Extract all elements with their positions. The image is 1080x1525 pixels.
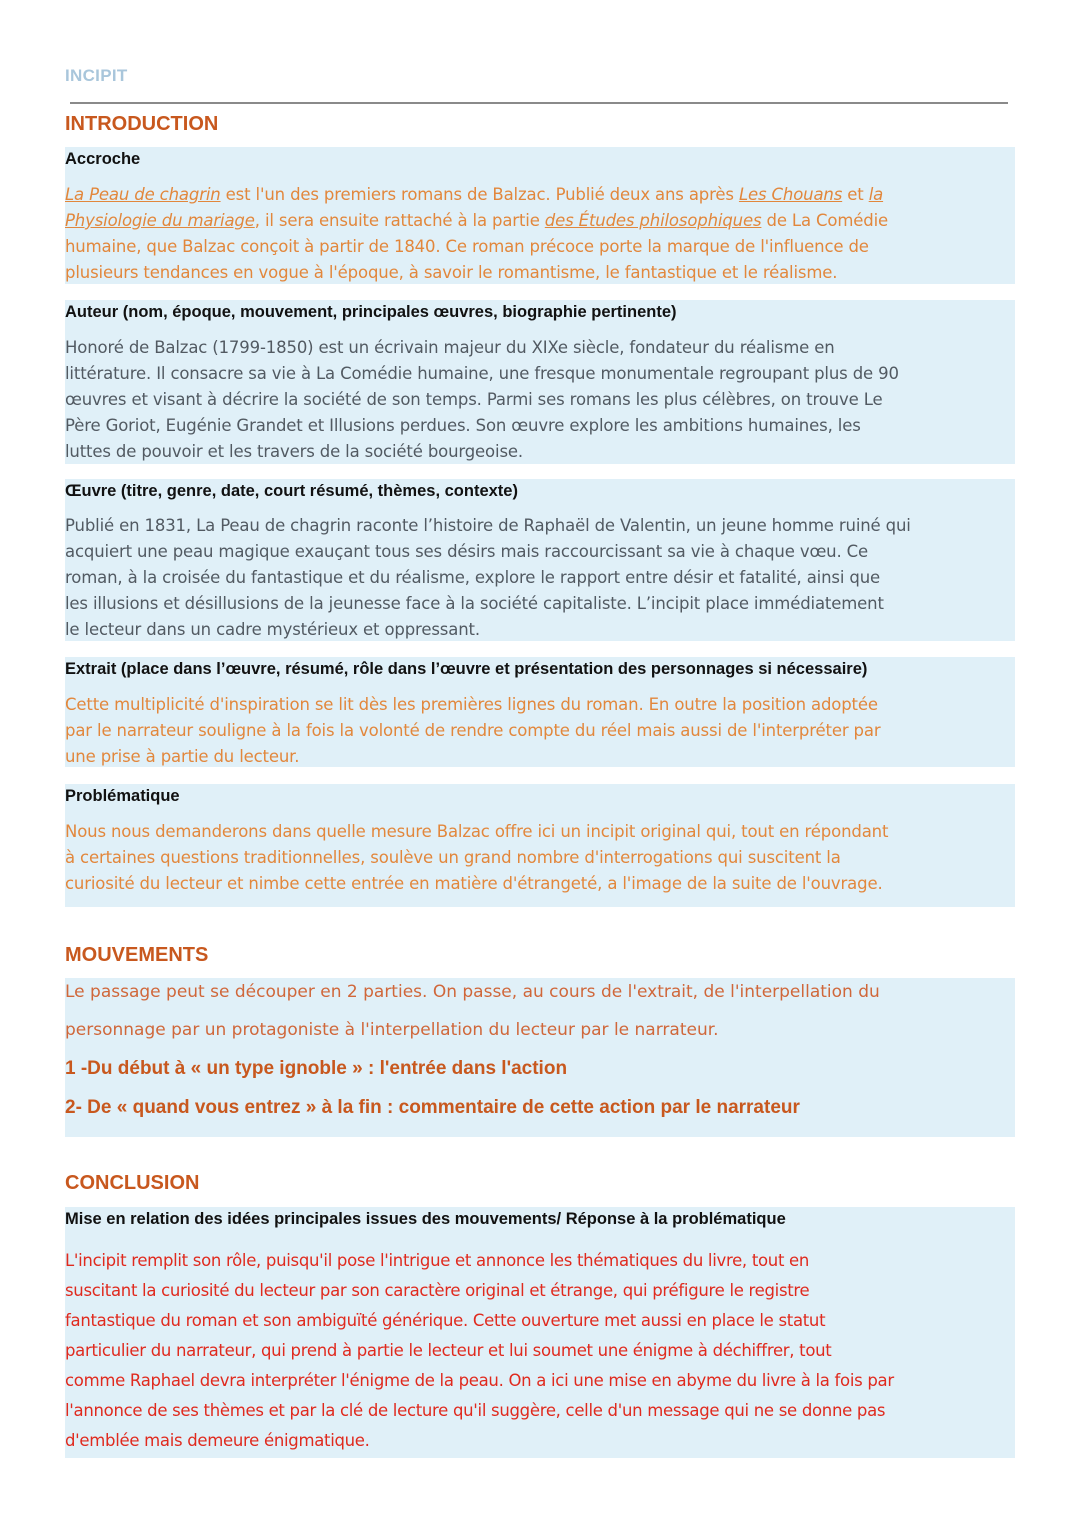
extrait-line: Cette multiplicité d'inspiration se lit dès les premières lignes du roman. En outre la position adoptée bbox=[65, 695, 878, 714]
link-les-chouans[interactable]: Les Chouans bbox=[738, 185, 843, 204]
problematique-text bbox=[65, 819, 1015, 897]
mouvement-part-1: 1 -Du début à « un type ignoble » : l'entrée dans l'action bbox=[65, 1058, 568, 1079]
conclusion-line: comme Raphael devra interpréter l'énigme de la peau. On a ici une mise en abyme du livre à la fois par bbox=[65, 1371, 894, 1390]
auteur-line: œuvres et visant à décrire la société de son temps. Parmi ses romans les plus célèbres, on trouve Le bbox=[65, 390, 883, 409]
accroche-line-3: humaine, que Balzac conçoit à partir de 1840. Ce roman précoce porte la marque de l'influence de bbox=[65, 237, 869, 256]
problematique-heading: Problématique bbox=[65, 787, 180, 805]
auteur-line: littérature. Il consacre sa vie à La Comédie humaine, une fresque monumentale regroupant plus de 90 bbox=[65, 364, 899, 383]
oeuvre-line: roman, à la croisée du fantastique et du réalisme, explore le rapport entre désir et fatalité, ainsi que bbox=[65, 568, 881, 587]
link-etudes-philosophiques[interactable]: des Études philosophiques bbox=[544, 211, 762, 230]
auteur-text bbox=[65, 335, 1015, 465]
problematique-line: curiosité du lecteur et nimbe cette entrée en matière d'étrangeté, a l'image de la suite de l'ouvrage. bbox=[65, 874, 883, 893]
conclusion-line: suscitant la curiosité du lecteur par son caractère original et étrange, qui préfigure le registre bbox=[65, 1281, 810, 1300]
oeuvre-line: Publié en 1831, La Peau de chagrin raconte l’histoire de Raphaël de Valentin, un jeune homme ruiné qui bbox=[65, 516, 911, 535]
extrait-line: par le narrateur souligne à la fois la volonté de rendre compte du réel mais aussi de l'interpréter par bbox=[65, 721, 881, 740]
conclusion-heading: Mise en relation des idées principales issues des mouvements/ Réponse à la problématique bbox=[65, 1210, 786, 1228]
link-la-peau-de-chagrin[interactable]: La Peau de chagrin bbox=[65, 185, 221, 204]
accroche-line-1: La Peau de chagrin est l'un des premiers romans de Balzac. Publié deux ans après Les Chouans et la bbox=[65, 185, 884, 204]
mouvements-line-2: personnage par un protagoniste à l'interpellation du lecteur par le narrateur. bbox=[65, 1020, 719, 1040]
auteur-line: Père Goriot, Eugénie Grandet et Illusions perdues. Son œuvre explore les ambitions humaines, les bbox=[65, 416, 861, 435]
accroche-text bbox=[65, 182, 1015, 286]
auteur-heading: Auteur (nom, époque, mouvement, principales œuvres, biographie pertinente) bbox=[65, 303, 677, 321]
extrait-heading: Extrait (place dans l’œuvre, résumé, rôle dans l’œuvre et présentation des personnages si nécessaire) bbox=[65, 660, 868, 678]
conclusion-line: particulier du narrateur, qui prend à partie le lecteur et lui soumet une énigme à déchiffrer, tout bbox=[65, 1341, 832, 1360]
oeuvre-text bbox=[65, 513, 1015, 643]
conclusion-line: l'annonce de ses thèmes et par la clé de lecture qu'il suggère, celle d'un message qui ne se donne pas bbox=[65, 1401, 886, 1420]
link-la[interactable]: la bbox=[868, 185, 884, 204]
oeuvre-line: les illusions et désillusions de la jeunesse face à la société capitaliste. L’incipit place immédiatement bbox=[65, 594, 884, 613]
oeuvre-heading: Œuvre (titre, genre, date, court résumé, thèmes, contexte) bbox=[65, 482, 518, 500]
problematique-line: Nous nous demanderons dans quelle mesure Balzac offre ici un incipit original qui, tout en répondant bbox=[65, 822, 889, 841]
conclusion-text bbox=[65, 1246, 1015, 1456]
accroche-line-4: plusieurs tendances en vogue à l'époque, à savoir le romantisme, le fantastique et le réalisme. bbox=[65, 263, 838, 282]
accroche-line-2: Physiologie du mariage, il sera ensuite rattaché à la partie des Études philosophiques de La Comédie bbox=[65, 211, 889, 230]
auteur-line: luttes de pouvoir et les travers de la société bourgeoise. bbox=[65, 442, 523, 461]
mouvement-part-2: 2- De « quand vous entrez » à la fin : commentaire de cette action par le narrateur bbox=[65, 1097, 800, 1118]
oeuvre-line: acquiert une peau magique exauçant tous ses désirs mais raccourcissant sa vie à chaque vœu. Ce bbox=[65, 542, 869, 561]
section-title-mouvements: MOUVEMENTS bbox=[65, 944, 209, 966]
extrait-text bbox=[65, 692, 1015, 770]
accroche-heading: Accroche bbox=[65, 150, 141, 168]
oeuvre-line: le lecteur dans un cadre mystérieux et oppressant. bbox=[65, 620, 480, 639]
extrait-line: une prise à partie du lecteur. bbox=[65, 747, 300, 766]
link-physiologie-du-mariage[interactable]: Physiologie du mariage bbox=[65, 211, 255, 230]
problematique-line: à certaines questions traditionnelles, soulève un grand nombre d'interrogations qui suscitent la bbox=[65, 848, 841, 867]
section-title-introduction: INTRODUCTION bbox=[65, 113, 219, 135]
section-title-conclusion: CONCLUSION bbox=[65, 1172, 200, 1194]
header-divider bbox=[70, 102, 1008, 104]
auteur-line: Honoré de Balzac (1799-1850) est un écrivain majeur du XIXe siècle, fondateur du réalisme en bbox=[65, 338, 835, 357]
conclusion-line: L'incipit remplit son rôle, puisqu'il pose l'intrigue et annonce les thématiques du livre, tout en bbox=[65, 1251, 810, 1270]
page-label: INCIPIT bbox=[65, 66, 128, 85]
mouvements-line-1: Le passage peut se découper en 2 parties. On passe, au cours de l'extrait, de l'interpellation du bbox=[65, 982, 880, 1002]
conclusion-line: d'emblée mais demeure énigmatique. bbox=[65, 1431, 370, 1450]
conclusion-line: fantastique du roman et son ambiguïté générique. Cette ouverture met aussi en place le statut bbox=[65, 1311, 826, 1330]
